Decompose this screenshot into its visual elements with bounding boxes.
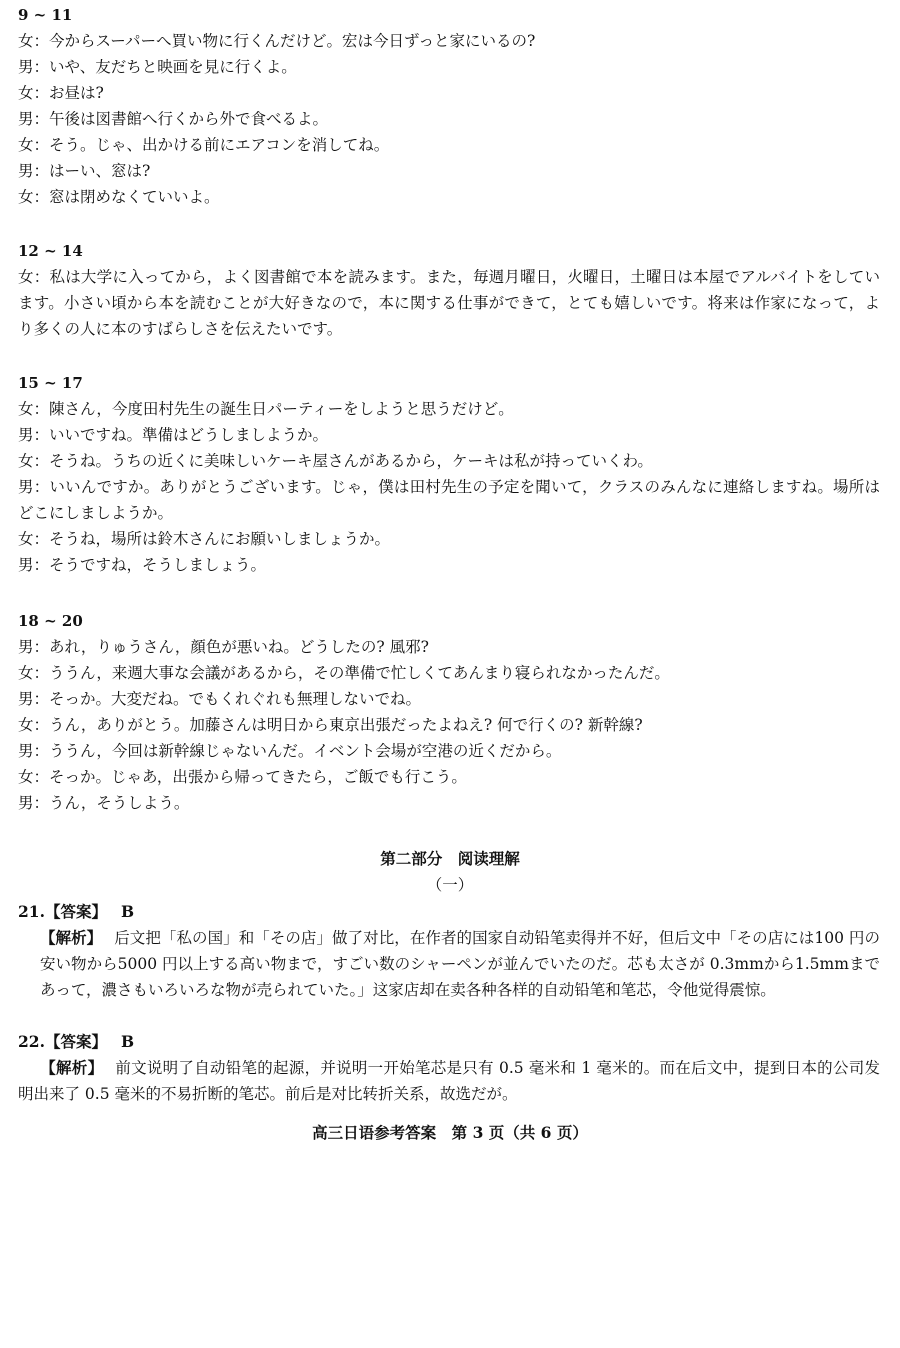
question-number: 22.	[18, 1032, 45, 1051]
answer-21	[18, 899, 880, 1003]
dialogue-line: 女：うん，ありがとう。加藤さんは明日から東京出張だったよねえ? 何で行くの? 新幹線?	[18, 716, 643, 734]
dialogue-line: 女：そっか。じゃあ，出張から帰ってきたら，ご飯でも行こう。	[18, 768, 467, 786]
answer-value: B	[120, 1032, 135, 1051]
part-title: 第二部分 阅读理解	[380, 849, 520, 868]
dialogue-line: 女：陳さん，今度田村先生の誕生日パーティーをしようと思うだけど。	[18, 400, 514, 418]
dialogue-line: 女：そうね。うちの近くに美味しいケーキ屋さんがあるから，ケーキは私が持っていくわ。	[18, 452, 653, 470]
dialogue-18-20	[18, 608, 880, 816]
answer-tag: 【答案】	[44, 902, 107, 921]
dialogue-line: 男：うん，そうしよう。	[18, 794, 190, 812]
analysis-tag: 【解析】	[40, 928, 103, 947]
dialogue-line: 男：いいですね。準備はどうしましようか。	[18, 426, 329, 444]
part-subtitle: （一）	[426, 876, 474, 894]
dialogue-line: 男：そっか。大変だね。でもくれぐれも無理しないでね。	[18, 690, 422, 708]
page-footer: 高三日语参考答案 第 3 页（共 6 页）	[312, 1123, 588, 1142]
analysis-tag: 【解析】	[40, 1058, 104, 1077]
question-number: 21.	[18, 902, 45, 921]
dialogue-line: 女：ううん，来週大事な会議があるから，その準備で忙しくてあんまり寝られなかったんだ。	[18, 664, 670, 682]
dialogue-line: 女：そうね，場所は鈴木さんにお願いしましょうか。	[18, 530, 391, 548]
dialogue-line: 男：午後は図書館へ行くから外で食べるよ。	[18, 110, 329, 128]
dialogue-line: 女：窓は閉めなくていいよ。	[18, 188, 220, 206]
answer-line	[18, 1029, 880, 1055]
dialogue-line: 女：今からスーパーへ買い物に行くんだけど。宏は今日ずっと家にいるの?	[18, 32, 536, 50]
dialogue-line: 男：はーい、窓は?	[18, 162, 151, 180]
dialogue-15-17	[18, 370, 880, 578]
section-label: 15 ~ 17	[18, 374, 83, 392]
section-label: 9 ~ 11	[18, 6, 73, 24]
dialogue-line: 男：いや、友だちと映画を見に行くよ。	[18, 58, 297, 76]
answer-line	[18, 899, 880, 925]
analysis-text: 前文说明了自动铅笔的起源，并说明一开始笔芯是只有 0.5 毫米和 1 毫米的。而在后文中，提到日本的公司发明出来了 0.5 毫米的不易折断的笔芯。前后是对比转折关系，故选だが。	[18, 1059, 880, 1103]
answer-tag: 【答案】	[44, 1032, 107, 1051]
section-label: 12 ~ 14	[18, 242, 83, 260]
answer-22	[18, 1029, 880, 1107]
dialogue-line: 男：ううん，今回は新幹線じゃないんだ。イベント会場が空港の近くだから。	[18, 742, 562, 760]
analysis-text: 后文把「私の国」和「その店」做了对比，在作者的国家自动铅笔卖得并不好，但后文中「その店には100 円の安い物から5000 円以上する高い物まで，すごい数のシャーペンが並んでいたのだ。芯も太さが 0.3mmから1.5mmまであって，濃さもいろいろな物が売られていた。」这家店却在卖各种各样的自动铅笔和笔芯，令他觉得震惊。	[40, 929, 880, 999]
dialogue-line: 女：そう。じゃ、出かける前にエアコンを消してね。	[18, 136, 390, 154]
dialogue-line: 男：いいんですか。ありがとうございます。じゃ，僕は田村先生の予定を聞いて，クラスのみんなに連絡しますね。場所はどこにしましようか。	[18, 478, 880, 522]
dialogue-line: 男：そうですね，そうしましょう。	[18, 556, 267, 574]
section-label: 18 ~ 20	[18, 612, 83, 630]
dialogue-line: 女：お昼は?	[18, 84, 104, 102]
monologue-12-14	[18, 238, 880, 342]
dialogue-9-11	[18, 2, 880, 210]
analysis-block	[18, 1055, 880, 1107]
dialogue-line: 男：あれ，りゅうさん，顔色が悪いね。どうしたの? 風邪?	[18, 638, 429, 656]
monologue-text: 女：私は大学に入ってから，よく図書館で本を読みます。また，毎週月曜日，火曜日，土曜日は本屋でアルバイトをしています。小さい頃から本を読むことが大好きなので，本に関する仕事ができて，とても嬉しいです。将来は作家になって，より多くの人に本のすばらしさを伝えたいです。	[18, 268, 880, 338]
analysis-block	[18, 925, 880, 1003]
answer-value: B	[120, 902, 135, 921]
